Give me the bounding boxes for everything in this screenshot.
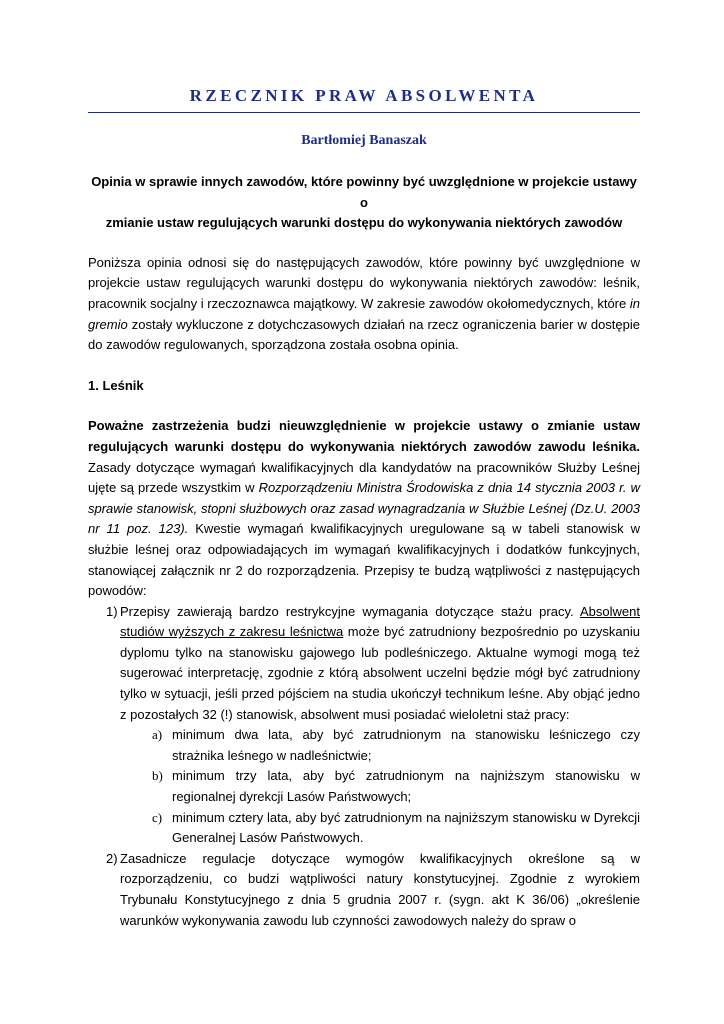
title-line-2: zmianie ustaw regulujących warunki dostępu do wykonywania niektórych zawodów — [105, 215, 623, 231]
sub-list-item — [120, 808, 640, 849]
spacer — [88, 356, 640, 376]
intro-text-end: zostały wykluczone z dotychczasowych działań na rzecz ograniczenia barier w dostępie do zawodów regulowanych, sporządzona została osobna opinia. — [88, 316, 640, 353]
list-item — [88, 602, 640, 849]
header-divider — [88, 112, 640, 113]
section-text-2: Kwestie wymagań kwalifikacyjnych uregulowane są w tabeli stanowisk w służbie leśnej oraz odpowiadających im wymagań kwalifikacyjnych i dodatków funkcyjnych, stanowiącej załącznik nr 2 do rozporządzenia. Przepisy te budzą wątpliwości z następujących powodów: — [88, 521, 641, 599]
reasons-list — [88, 602, 640, 932]
masthead-title: RZECZNIK PRAW ABSOLWENTA — [189, 86, 539, 105]
section-bold-lead: Poważne zastrzeżenia budzi nieuwzględnienie w projekcie ustawy o zmianie ustaw regulujących warunki dostępu do wykonywania niektórych zawodów zawodu leśnika. — [88, 418, 640, 454]
author-name: Bartłomiej Banaszak — [301, 133, 427, 148]
list-number: 2) — [106, 850, 118, 866]
sub-list-letter: c) — [152, 809, 163, 825]
sub-list-item — [120, 725, 640, 766]
document-title — [88, 172, 640, 234]
list-item — [88, 849, 640, 931]
document-body — [88, 172, 640, 931]
intro-text-start: Poniższa opinia odnosi się do następujących zawodów, które powinny być uwzględnione w projekcie ustaw regulujących warunki dostępu do wykonywania niektórych zawodów: leśnik, pracownik socjalny i rzeczoznawca majątkowy. W zakresie zawodów okołomedycznych, które — [88, 254, 640, 311]
section-heading-lesnik: 1. Leśnik — [88, 377, 144, 393]
sub-list — [120, 725, 640, 849]
sub-list-text: minimum cztery lata, aby być zatrudnionym na najniższym stanowisku w Dyrekcji Generalnej Lasów Państwowych. — [172, 809, 640, 846]
intro-italic-phrase: in gremio — [88, 295, 640, 332]
underlined-phrase: Absolwent studiów wyższych z zakresu leśnictwa — [120, 603, 640, 640]
regulation-reference: Rozporządzeniu Ministra Środowiska z dnia 14 stycznia 2003 r. w sprawie stanowisk, stopni służbowych oraz zasad wynagradzania w Służbie Leśnej (Dz.U. 2003 nr 11 poz. 123). — [88, 480, 640, 537]
sub-list-text: minimum dwa lata, aby być zatrudnionym na stanowisku leśniczego czy strażnika leśnego w nadleśnictwie; — [172, 727, 640, 763]
spacer — [88, 396, 640, 416]
intro-paragraph — [88, 253, 640, 356]
section-text-1: Zasady dotyczące wymagań kwalifikacyjnych dla kandydatów na pracowników Służby Leśnej ujęte są przede wszystkim w — [88, 459, 640, 496]
sub-list-item — [120, 766, 640, 807]
list-item-text: Przepisy zawierają bardzo restrykcyjne wymagania dotyczące stażu pracy. — [120, 603, 581, 619]
title-line-1: Opinia w sprawie innych zawodów, które powinny być uwzględnione w projekcie ustawy o — [91, 174, 637, 210]
section-lesnik-paragraph — [88, 416, 640, 601]
list-item-text: Zasadnicze regulacje dotyczące wymogów kwalifikacyjnych określone są w rozporządzeniu, co budzi wątpliwości natury konstytucyjnej. Zgodnie z wyrokiem Trybunału Konstytucyjnego z dnia 5 grudnia 2007 r. (sygn. akt K 36/06) „określenie warunków wykonywania zawodu lub czynności zawodowych należy do spraw o — [120, 850, 640, 928]
sub-list-letter: b) — [152, 768, 163, 784]
sub-list-letter: a) — [152, 727, 163, 743]
sub-list-text: minimum trzy lata, aby być zatrudnionym na najniższym stanowisku w regionalnej dyrekcji Lasów Państwowych; — [172, 768, 640, 805]
list-number: 1) — [106, 603, 118, 619]
list-item-text-cont: może być zatrudniony bezpośrednio po uzyskaniu dyplomu tylko na stanowisku gajowego lub podleśniczego. Aktualne wymogi mogą też sugerować interpretację, zgodnie z którą absolwent uczelni będzie mógł być zatrudniony tylko w sytuacji, jeśli przed pójściem na studia ukończył technikum leśne. Aby objąć jedno z pozostałych 32 (!) stanowisk, absolwent musi posiadać wieloletni staż pracy: — [120, 624, 640, 722]
